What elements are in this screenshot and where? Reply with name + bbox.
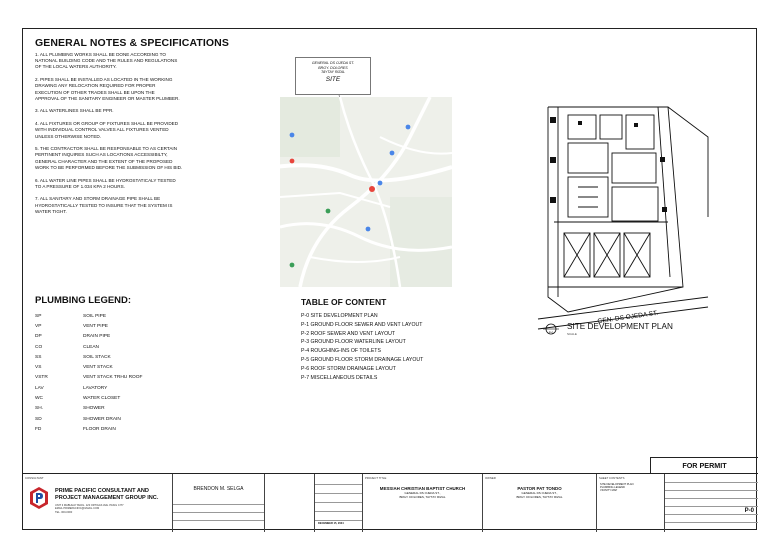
legend-code: WC: [35, 396, 43, 402]
legend-row: [35, 393, 265, 403]
consultant-label: CONSULTANT: [25, 476, 44, 480]
note-2: 2. PIPES SHALL BE INSTALLED AS LOCATED IN THE WORKING DRAWING ANY RELOCATION REQUIRED FOR PROPER EXECUTION OF OTHER TRADES SHALL BE UPON THE APPROVAL OF THE SANITARY ENGINEER OR MASTER PLUMBER.: [35, 77, 180, 101]
sheet-contents-cell: [597, 474, 665, 532]
note-1: 1. ALL PLUMBING WORKS SHALL BE DONE ACCORDING TO NATIONAL BUILDING CODE AND THE RULES AND REGULATIONS OF THE LOCAL WATERS AUTHORITY.: [35, 52, 178, 70]
site-plan-title: SITE DEVELOPMENT PLAN: [567, 322, 673, 331]
legend-desc: FLOOR DRAIN: [83, 426, 116, 432]
sheet-number-cell: [665, 474, 758, 532]
sheet-number: P-0: [744, 508, 754, 514]
general-notes-title: GENERAL NOTES & SPECIFICATIONS: [35, 37, 229, 49]
toc-item: P-3 GROUND FLOOR WATERLINE LAYOUT: [301, 339, 406, 346]
owner-name: PASTOR PAT TONDO: [517, 486, 562, 491]
toc-title: TABLE OF CONTENT: [301, 297, 387, 307]
plumbing-legend: [35, 295, 265, 435]
legend-desc: WATER CLOSET: [83, 396, 121, 402]
general-notes: [35, 37, 265, 222]
toc-item: P-2 ROOF SEWER AND VENT LAYOUT: [301, 330, 396, 337]
legend-desc: VENT STACK TRHU ROOF: [83, 375, 143, 381]
vicinity-map-graphic: [280, 97, 452, 287]
sheet-contents-label: SHEET CONTENTS: [599, 476, 625, 480]
project-name: MESSIAH CHRISTIAN BAPTIST CHURCH: [379, 486, 466, 491]
consultant-cell: [23, 474, 173, 532]
legend-desc: SHOWER: [83, 406, 105, 412]
sheet-contents: SITE DEVELOPMENT PLAN PLUMBING LEGEND VICINITY MAP: [600, 483, 634, 493]
owner-label: OWNER: [485, 476, 496, 480]
site-callout: [295, 57, 371, 95]
sheet-ref-text: P-0: [548, 330, 554, 335]
legend-row: [35, 342, 265, 352]
street-label: GEN. DS OJEDA ST.: [597, 309, 659, 326]
legend-desc: DRAIN PIPE: [83, 334, 111, 340]
project-cell: [363, 474, 483, 532]
note-6: 6. ALL WATER LINE PIPES SHALL BE HYDROSTATICALY TESTED TO A PRESSURE OF 1.034 KPA 2 HOURS.: [35, 177, 176, 189]
legend-code: SH.: [35, 406, 43, 412]
legend-row: [35, 332, 265, 342]
site-plan-scale: SCALE: [567, 332, 577, 336]
legend-desc: SOIL PIPE: [83, 313, 107, 319]
legend-code: VSTR: [35, 375, 48, 381]
for-permit-label: FOR PERMIT: [650, 457, 758, 473]
callout-leader: [23, 29, 24, 30]
project-label: PROJECT TITLE: [365, 476, 387, 480]
note-7: 7. ALL SANITARY AND STORM DRAINAGE PIPE SHALL BE HYDROSTATICALLY TESTED TO INSURE THAT THE SYSTEM IS WATER TIGHT.: [35, 196, 173, 214]
legend-code: LAV: [35, 385, 44, 391]
toc-item: P-6 ROOF STORM DRAINAGE LAYOUT: [301, 365, 396, 372]
legend-desc: LAVATORY: [83, 385, 108, 391]
table-of-content: [301, 297, 511, 383]
site-callout-address: GENERAL DS OJEDA ST. BRGY. DOLORES TAYTAY RIZAL: [311, 61, 355, 75]
site-plan-title-block: [541, 319, 691, 339]
legend-code: SS: [35, 354, 42, 360]
legend-desc: CLEAN: [83, 344, 99, 350]
legend-row: [35, 352, 265, 362]
site-development-plan-drawing: [518, 97, 718, 337]
plumbing-legend-title: PLUMBING LEGEND:: [35, 295, 132, 306]
note-3: 3. ALL WATERLINES SHALL BE PPR.: [35, 108, 114, 114]
legend-desc: SHOWER DRAIN: [83, 416, 121, 422]
owner-cell: [483, 474, 597, 532]
toc-item: P-1 GROUND FLOOR SEWER AND VENT LAYOUT: [301, 321, 423, 328]
site-callout-label: SITE: [325, 75, 341, 83]
date-cell: [315, 474, 363, 532]
legend-code: VS: [35, 365, 42, 371]
engineer-cell: [173, 474, 265, 532]
legend-code: SP: [35, 313, 42, 319]
drawing-sheet: [22, 28, 757, 530]
legend-code: CO: [35, 344, 43, 350]
note-5: 5. THE CONTRACTOR SHALL BE RESPONSABLE TO AS CERTAIN PERTINENT INQUIRES SUCH AS LOCATIONS ACCESSIBILTY, GENERAL CHARACTER AND THE EXTENT OF THE PROPOSED WORK TO BE PERFORMED BEFORE THE SUBMISSION OF HIS BID.: [35, 146, 183, 170]
title-block: [23, 473, 758, 531]
vicinity-map: [280, 97, 452, 287]
legend-code: SD: [35, 416, 42, 422]
project-address: GENERAL DS OJEDA ST., BRGY. DOLORES, TAYTAY RIZAL: [399, 491, 446, 499]
firm-logo-icon: [29, 486, 49, 510]
toc-item: P-0 SITE DEVELOPMENT PLAN: [301, 313, 378, 319]
legend-code: FD: [35, 426, 42, 432]
legend-row: [35, 404, 265, 414]
legend-desc: SOIL STACK: [83, 354, 111, 360]
legend-row: [35, 362, 265, 372]
legend-desc: VENT STACK: [83, 365, 113, 371]
sheet-ref-bubble-icon: [541, 323, 561, 335]
toc-item: P-7 MISCELLANEOUS DETAILS: [301, 374, 378, 381]
legend-row: [35, 373, 265, 383]
legend-desc: VENT PIPE: [83, 323, 108, 329]
legend-code: VP: [35, 323, 42, 329]
owner-address: GENERAL DS OJEDA ST., BRGY. DOLORES, TAYTAY RIZAL: [516, 491, 563, 499]
note-4: 4. ALL FIXTURES OR GROUP OF FIXTURES SHALL BE PROVIDED WITH INDIVIDUAL CONTROL VALVES ALL FIXTURES VENTED UNLESS OTHERWISE NOTED.: [35, 121, 179, 139]
seal-cell: [265, 474, 315, 532]
toc-item: P-5 GROUND FLOOR STORM DRAINAGE LAYOUT: [301, 356, 424, 363]
legend-row: [35, 383, 265, 393]
toc-item: P-4 ROUGHING-INS OF TOILETS: [301, 348, 381, 355]
firm-name: PRIME PACIFIC CONSULTANT AND PROJECT MANAGEMENT GROUP INC.: [55, 488, 159, 501]
issue-date: DECEMBER 15, 2024: [318, 522, 344, 525]
legend-code: DP: [35, 334, 42, 340]
legend-row: [35, 321, 265, 331]
engineer-name: BRENDON M. SELGA: [193, 486, 244, 492]
legend-row: [35, 424, 265, 434]
legend-row: [35, 311, 265, 321]
legend-row: [35, 414, 265, 424]
firm-address: UNIT 3 MABUHAY BLDG. 123 ORTIGAS AVE. PASIG CITY EMAIL PRIMEPACIFIC@GMAIL.COM TEL. 000-0000: [55, 504, 124, 514]
